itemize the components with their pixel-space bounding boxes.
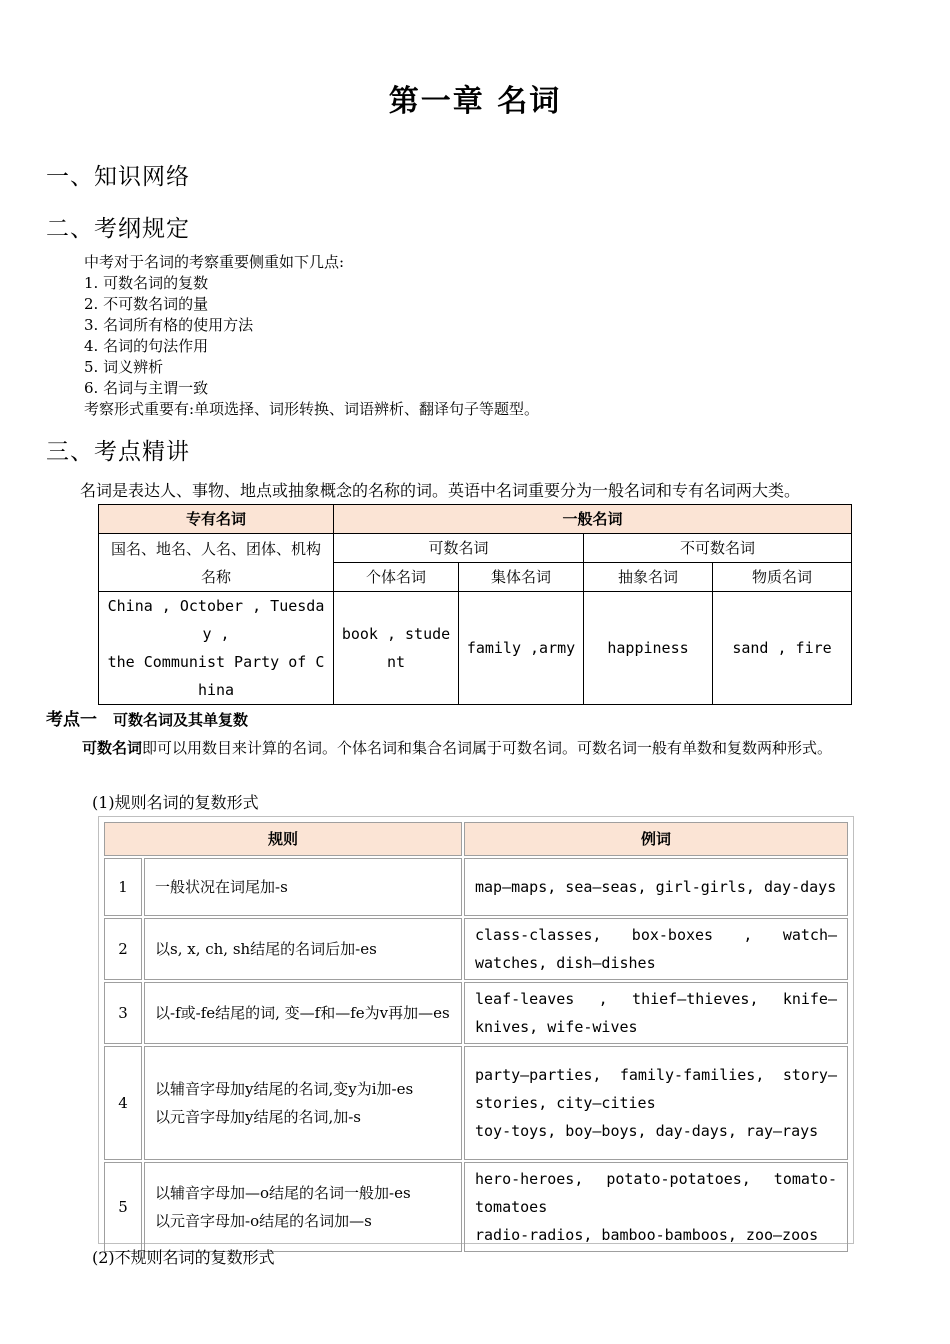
example-abstract-nouns: happiness <box>584 592 713 705</box>
rule-text: 以辅音字母加y结尾的名词,变y为i加-es 以元音字母加y结尾的名词,加-s <box>144 1046 462 1160</box>
rule-number: 5 <box>104 1162 142 1252</box>
irregular-plural-subtitle: (2)不规则名词的复数形式 <box>92 1248 275 1267</box>
rule-text: 以辅音字母加—o结尾的名词一般加-es 以元音字母加-o结尾的名词加—s <box>144 1162 462 1252</box>
header-rule: 规则 <box>104 822 462 856</box>
example-proper-nouns: China , October , Tuesday , the Communist Party of China <box>99 592 334 705</box>
example-material-nouns: sand , fire <box>713 592 852 705</box>
point-one-title: 可数名词及其单复数 <box>113 711 249 729</box>
noun-intro-text: 名词是表达人、事物、地点或抽象概念的名称的词。英语中名词重要分为一般名词和专有名词两大类。 <box>80 481 801 500</box>
requirement-item: 6. 名词与主谓一致 <box>84 379 209 397</box>
rule-number: 4 <box>104 1046 142 1160</box>
point-one-label: 考点一 <box>46 710 97 730</box>
table-row <box>104 982 848 1044</box>
header-collective-noun: 集体名词 <box>459 563 584 592</box>
rule-examples: class-classes, box-boxes , watch—watches, dish—dishes <box>464 918 848 980</box>
plural-rules-table-frame <box>98 816 854 1244</box>
regular-plural-subtitle: (1)规则名词的复数形式 <box>92 793 259 812</box>
header-abstract-noun: 抽象名词 <box>584 563 713 592</box>
page-title: 第一章 名词 <box>388 84 562 119</box>
header-common-noun: 一般名词 <box>334 505 852 534</box>
requirements-forms: 考察形式重要有:单项选择、词形转换、词语辨析、翻译句子等题型。 <box>84 400 540 418</box>
noun-classification-table <box>98 504 852 705</box>
rule-examples: leaf-leaves , thief—thieves, knife—knives, wife-wives <box>464 982 848 1044</box>
rule-number: 2 <box>104 918 142 980</box>
section-heading-exam-requirements: 二、考纲规定 <box>46 216 190 242</box>
header-uncountable: 不可数名词 <box>584 534 852 563</box>
header-proper-noun: 专有名词 <box>99 505 334 534</box>
rule-examples: hero-heroes, potato-potatoes, tomato-tomatoes radio-radios, bamboo-bamboos, zoo—zoos <box>464 1162 848 1252</box>
table-row <box>104 1162 848 1252</box>
requirements-block <box>84 252 539 420</box>
example-individual-nouns: book , student <box>334 592 459 705</box>
header-countable: 可数名词 <box>334 534 584 563</box>
rule-number: 3 <box>104 982 142 1044</box>
table-row <box>104 858 848 916</box>
example-collective-nouns: family ,army <box>459 592 584 705</box>
rule-examples: map—maps, sea—seas, girl-girls, day-days <box>464 858 848 916</box>
header-example: 例词 <box>464 822 848 856</box>
requirement-item: 2. 不可数名词的量 <box>84 295 209 313</box>
requirement-item: 1. 可数名词的复数 <box>84 274 209 292</box>
requirement-item: 4. 名词的句法作用 <box>84 337 209 355</box>
proper-noun-description: 国名、地名、人名、团体、机构名称 <box>99 534 334 592</box>
section-heading-knowledge-network: 一、知识网络 <box>46 164 190 190</box>
header-individual-noun: 个体名词 <box>334 563 459 592</box>
requirement-item: 5. 词义辨析 <box>84 358 164 376</box>
rule-text: 一般状况在词尾加-s <box>144 858 462 916</box>
requirement-item: 3. 名词所有格的使用方法 <box>84 316 254 334</box>
point-one-heading <box>46 705 248 730</box>
countable-noun-description: 即可以用数目来计算的名词。个体名词和集合名词属于可数名词。可数名词一般有单数和复数两种形式。 <box>142 739 833 757</box>
table-row <box>104 918 848 980</box>
table-row <box>104 1046 848 1160</box>
countable-noun-term: 可数名词 <box>82 739 143 757</box>
rule-examples: party—parties, family-families, story—stories, city—cities toy-toys, boy—boys, day-days, ray—rays <box>464 1046 848 1160</box>
plural-rules-table <box>102 820 850 1254</box>
rule-text: 以s, x, ch, sh结尾的名词后加-es <box>144 918 462 980</box>
section-heading-key-points: 三、考点精讲 <box>46 439 190 465</box>
requirements-intro: 中考对于名词的考察重要侧重如下几点: <box>84 253 345 271</box>
rule-number: 1 <box>104 858 142 916</box>
rule-text: 以-f或-fe结尾的词, 变—f和—fe为v再加—es <box>144 982 462 1044</box>
header-material-noun: 物质名词 <box>713 563 852 592</box>
countable-noun-paragraph <box>46 734 904 762</box>
